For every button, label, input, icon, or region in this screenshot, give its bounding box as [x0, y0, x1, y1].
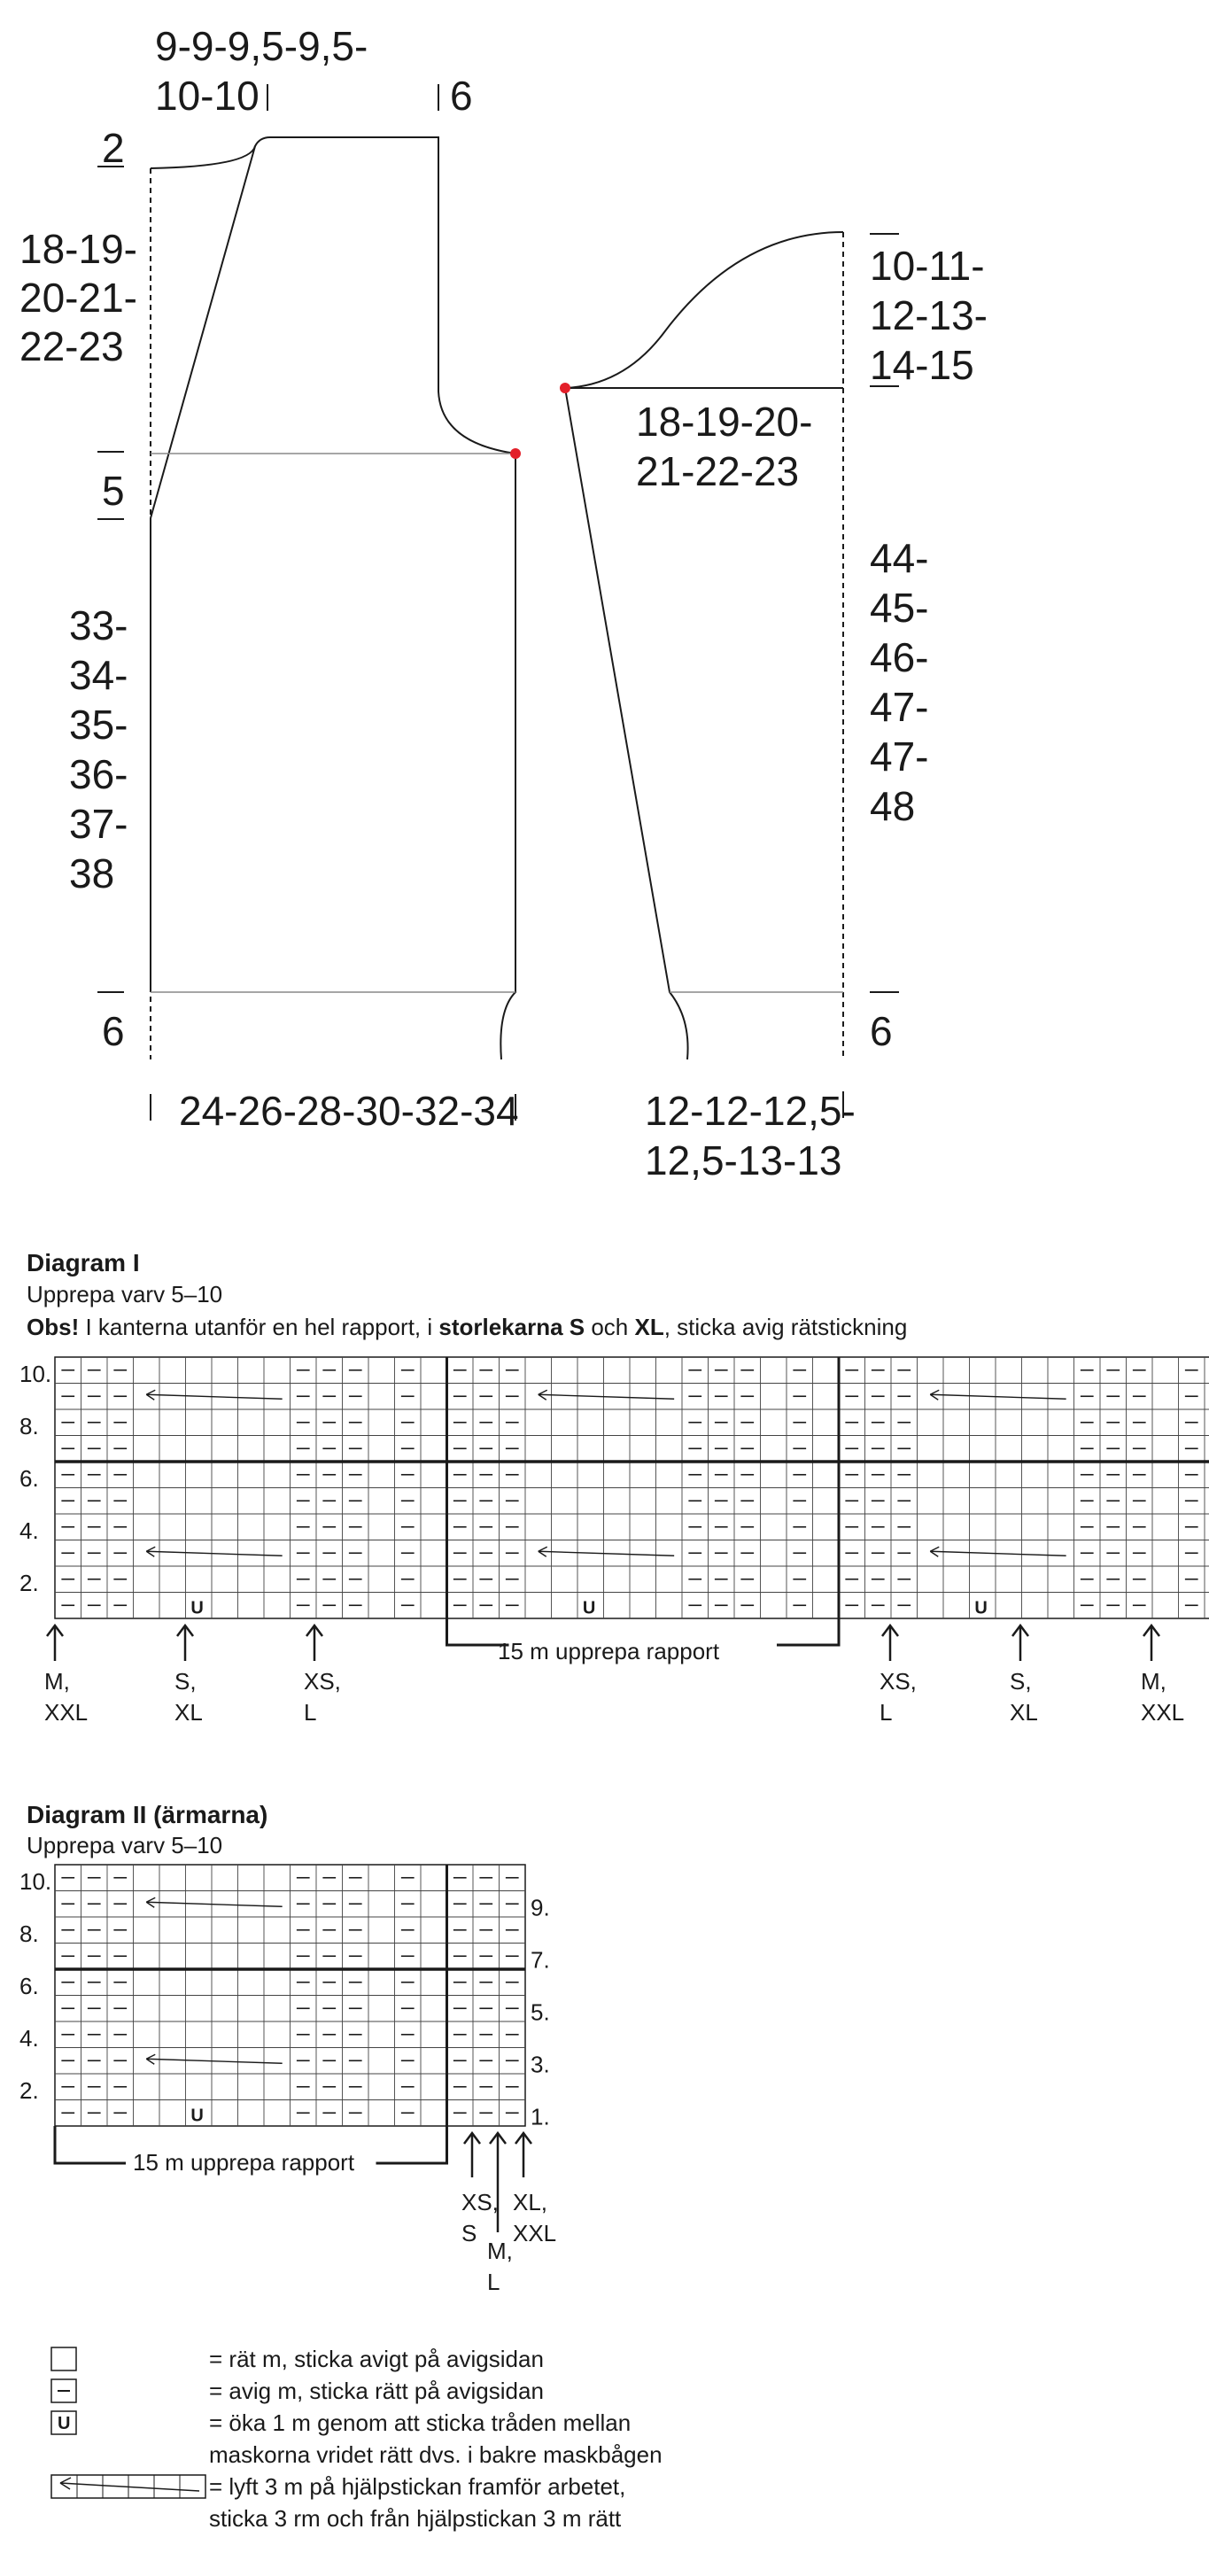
increase-u: U [190, 2106, 204, 2126]
diagram-2-grid [55, 1865, 525, 2177]
row-label-left: 6. [19, 1973, 39, 2000]
sleeve-length-3: 46- [870, 634, 929, 680]
row-label-left: 6. [19, 1465, 39, 1493]
body-top-height: 2 [102, 125, 125, 171]
note-text-3: , sticka avig rätstickning [663, 1314, 908, 1340]
row-label-right: 3. [531, 2051, 550, 2078]
body-length-2: 34- [69, 652, 128, 698]
diagram-2-subtitle: Upprepa varv 5–10 [27, 1832, 223, 1858]
size-label: M, [487, 2238, 513, 2264]
sleeve-top-width-2: 21-22-23 [636, 448, 800, 494]
size-label: XXL [44, 1699, 89, 1726]
sleeve-cap [565, 232, 843, 388]
row-label-left: 8. [19, 1413, 39, 1440]
body-top-width-2: 10-10 [155, 73, 260, 119]
body-armhole-3: 22-23 [19, 323, 124, 369]
sleeve-top-width-1: 18-19-20- [636, 399, 813, 445]
row-label-left: 10. [19, 1868, 52, 1896]
size-label: XL [174, 1699, 203, 1726]
sleeve-schematic [560, 232, 988, 1183]
size-label: XXL [513, 2220, 557, 2246]
body-length-6: 38 [69, 850, 115, 896]
diagram-1-subtitle: Upprepa varv 5–10 [27, 1281, 223, 1307]
sleeve-cap-height-2: 12-13- [870, 292, 988, 338]
legend-item-3b: maskorna vridet rätt dvs. i bakre maskbågen [209, 2441, 663, 2468]
size-label: XS, [880, 1668, 917, 1695]
increase-u: U [582, 1598, 596, 1618]
row-label-left: 2. [19, 1570, 39, 1597]
diagram-1-grid [55, 1357, 1209, 1659]
body-top-width-1: 9-9-9,5-9,5- [155, 23, 368, 69]
size-label: XS, [461, 2189, 499, 2215]
body-marker-dot [510, 448, 521, 459]
legend-item-3a: = öka 1 m genom att sticka tråden mellan [209, 2409, 632, 2436]
body-armhole-1: 18-19- [19, 226, 137, 272]
sleeve-bottom-width-2: 12,5-13-13 [645, 1137, 842, 1183]
body-length-1: 33- [69, 602, 128, 648]
legend-cable-symbol [51, 2475, 205, 2498]
body-length-3: 35- [69, 702, 128, 748]
note-bold-3: XL [634, 1314, 664, 1340]
legend-item-2: = avig m, sticka rätt på avigsidan [209, 2378, 544, 2404]
size-label: XS, [304, 1668, 341, 1695]
sleeve-rib-height: 6 [870, 1008, 893, 1054]
row-label-left: 4. [19, 2025, 39, 2052]
size-label: M, [1141, 1668, 1166, 1695]
size-label: S, [174, 1668, 197, 1695]
diagram-1-repeat-label: 15 m upprepa rapport [498, 1638, 720, 1664]
sleeve-bottom-width-1: 12-12-12,5- [645, 1088, 856, 1134]
body-armhole-2: 20-21- [19, 275, 137, 321]
note-text-1: I kanterna utanför en hel rapport, i [79, 1314, 439, 1340]
body-outline [151, 137, 515, 1059]
sleeve-length-6: 48 [870, 783, 916, 829]
increase-u: U [190, 1598, 204, 1618]
diagram-1 [19, 1249, 1209, 1726]
size-label: L [487, 2269, 500, 2295]
size-label: L [304, 1699, 317, 1726]
body-length-4: 36- [69, 751, 128, 797]
body-schematic [19, 23, 521, 1134]
row-label-right: 1. [531, 2103, 550, 2130]
row-label-right: 9. [531, 1894, 550, 1921]
body-rib-height: 6 [102, 1008, 125, 1054]
diagram-2 [19, 1801, 556, 2295]
legend-knit-symbol [51, 2347, 76, 2370]
row-label-left: 8. [19, 1920, 39, 1948]
size-label: L [880, 1699, 893, 1726]
legend-item-4a: = lyft 3 m på hjälpstickan framför arbetet, [209, 2473, 626, 2500]
legend-u-glyph: U [58, 2414, 71, 2433]
row-label-left: 10. [19, 1361, 52, 1388]
diagram-1-title: Diagram I [27, 1249, 140, 1276]
legend [51, 2346, 663, 2532]
size-label: XL, [513, 2189, 548, 2215]
size-label: M, [44, 1668, 70, 1695]
sleeve-length-2: 45- [870, 585, 929, 631]
increase-u: U [974, 1598, 988, 1618]
size-label: XXL [1141, 1699, 1185, 1726]
diagram-1-note [27, 1314, 907, 1340]
row-label-right: 5. [531, 1998, 550, 2026]
size-label: S [461, 2220, 477, 2246]
size-label: S, [1010, 1668, 1032, 1695]
sleeve-length-1: 44- [870, 535, 929, 581]
legend-item-1: = rät m, sticka avigt på avigsidan [209, 2346, 544, 2372]
sleeve-cap-height-1: 10-11- [870, 243, 985, 289]
size-label: XL [1010, 1699, 1038, 1726]
note-bold-1: Obs! [27, 1314, 80, 1340]
legend-item-4b: sticka 3 rm och från hjälpstickan 3 m rätt [209, 2505, 622, 2532]
row-label-right: 7. [531, 1946, 550, 1974]
row-label-left: 4. [19, 1517, 39, 1545]
body-armhole-offset: 5 [102, 468, 125, 514]
row-label-left: 2. [19, 2077, 39, 2105]
body-shoulder: 6 [450, 73, 473, 119]
diagram-2-title: Diagram II (ärmarna) [27, 1801, 268, 1828]
sleeve-marker-dot [560, 383, 570, 393]
note-text-2: och [585, 1314, 635, 1340]
body-length-5: 37- [69, 801, 128, 847]
note-bold-2: storlekarna S [438, 1314, 585, 1340]
diagram-2-repeat-label: 15 m upprepa rapport [133, 2149, 355, 2176]
sleeve-length-5: 47- [870, 733, 929, 780]
diagram-2-size-arrows [461, 2133, 556, 2295]
body-width: 24-26-28-30-32-34 [179, 1088, 519, 1134]
sleeve-cap-height-3: 14-15 [870, 342, 974, 388]
sleeve-length-4: 47- [870, 684, 929, 730]
